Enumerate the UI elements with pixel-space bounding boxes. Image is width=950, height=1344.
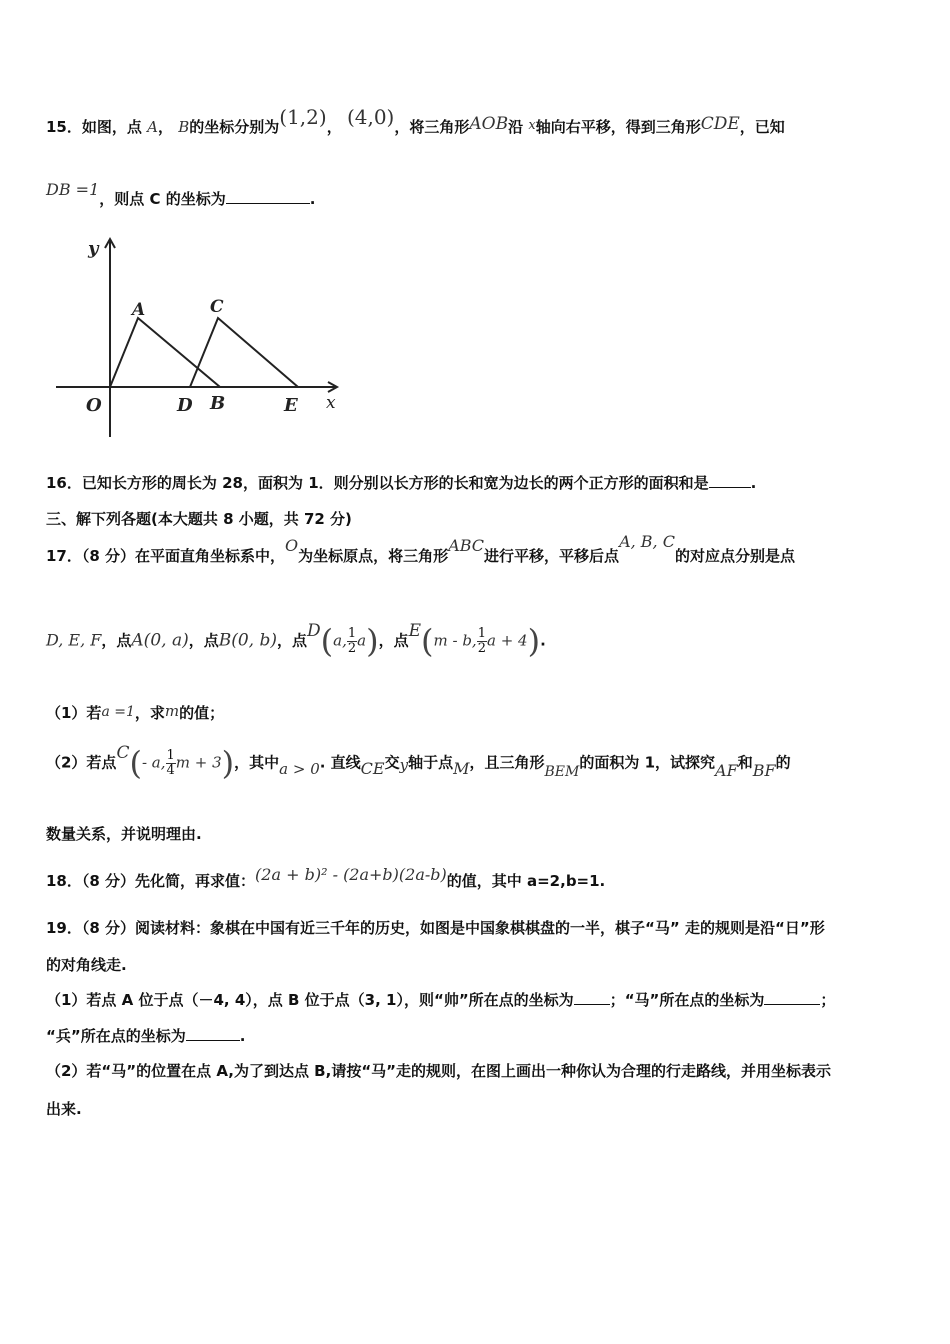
coord-d-y: a [357, 631, 367, 650]
label-b: B [210, 393, 226, 414]
coord-c-label: C [116, 742, 130, 763]
q16: 16．已知长方形的周长为 28，面积为 1．则分别以长方形的长和宽为边长的两个正方形的面积和是 . [46, 474, 757, 492]
q19-part2-cont: 出来. [46, 1100, 82, 1118]
section-3-heading: 三、解下列各题(本大题共 8 小题，共 72 分) [46, 510, 352, 528]
var-m: m [164, 702, 180, 720]
coord-e-y: a + 4 [486, 631, 528, 650]
x-axis-symbol: x [528, 118, 536, 133]
points-def: D, E, F [46, 630, 102, 650]
label-o: O [86, 395, 102, 416]
answer-blank-shuai[interactable] [574, 990, 610, 1005]
coord-4-0: (4,0) [346, 105, 395, 129]
q15-line1: 15．如图，点 A， B的坐标分别为(1,2)， (4,0)，将三角形AOB沿 x轴向右平移，得到三角形CDE，已知 [46, 105, 785, 136]
coord-c-y: m + 3 [175, 753, 222, 772]
point-m: M [453, 758, 470, 778]
answer-blank-ma[interactable] [764, 990, 820, 1005]
label-y: y [88, 238, 99, 259]
q17-part2: （2）若点C(- a, $\frac{1}{4}$ m + 3)，其中a > 0. 直线CE交y轴于点M，且三角形BEM的面积为 1，试探究AF和BF的 [46, 742, 791, 782]
cond-a-gt-0: a > 0 [279, 759, 320, 778]
answer-blank-bing[interactable] [186, 1026, 240, 1041]
points-abc: A, B, C [619, 532, 675, 551]
q17-line1: 17．（8 分）在平面直角坐标系中，O为坐标原点，将三角形ABC进行平移，平移后点A, B, C的对应点分别是点 [46, 532, 795, 565]
segment-bf: BF [752, 760, 776, 780]
q18-expression: (2a + b)² - (2a+b)(2a-b) [255, 865, 447, 884]
coord-e-x: m - b, [433, 631, 477, 650]
label-c: C [210, 297, 224, 317]
fraction-half-e: $\frac{1}{2}$ [477, 625, 486, 656]
label-a: A [132, 300, 146, 320]
coord-1-2: (1,2) [279, 105, 327, 129]
coord-a: A(0, a) [131, 630, 189, 651]
y-axis-symbol: y [399, 755, 409, 774]
coord-c-x: - a, [141, 753, 166, 772]
q17-part1: （1）若a =1，求m的值； [46, 702, 225, 722]
origin-o: O [285, 536, 299, 555]
coord-d-x: a, [333, 631, 347, 650]
coord-b: B(0, b) [218, 630, 277, 651]
label-d: D [177, 395, 193, 416]
triangle-cde: CDE [700, 114, 740, 134]
label-e: E [284, 395, 298, 416]
fraction-quarter-c: $\frac{1}{4}$ [166, 747, 175, 778]
q19-line1: 19．（8 分）阅读材料：象棋在中国有近三千年的历史，如图是中国象棋棋盘的一半，棋子“马” 走的规则是沿“日”形 [46, 919, 825, 937]
segment-af: AF [715, 760, 738, 780]
q17-line2: D, E, F，点A(0, a)，点B(0, b)，点D(a, $\frac{1}{2}$ a)，点E(m - b, $\frac{1}{2}$ a + 4). [46, 620, 546, 660]
q19-line2: 的对角线走. [46, 956, 127, 974]
fraction-half-d: $\frac{1}{2}$ [347, 625, 357, 656]
label-x: x [326, 393, 336, 413]
point-a: A [147, 118, 158, 136]
q19-part1-cont: “兵”所在点的坐标为 . [46, 1027, 246, 1045]
answer-blank-q15[interactable] [226, 189, 310, 204]
line-ce: CE [360, 758, 385, 778]
q18: 18．（8 分）先化简，再求值：(2a + b)² - (2a+b)(2a-b)的值，其中 a=2,b=1. [46, 865, 606, 890]
triangle-abc: ABC [448, 536, 485, 555]
q15-line2: DB =1，则点 C 的坐标为 . [46, 180, 316, 208]
q17-part2-cont: 数量关系，并说明理由. [46, 825, 202, 843]
coord-e-label: E [408, 620, 422, 641]
coord-d-label: D [307, 620, 321, 641]
db-condition: DB =1 [46, 180, 100, 199]
triangle-aob: AOB [469, 114, 509, 134]
point-b: B [178, 118, 190, 136]
cond-a-eq-1: a =1 [101, 704, 135, 720]
answer-blank-q16[interactable] [709, 473, 751, 488]
q19-part1: （1）若点 A 位于点（－4, 4），点 B 位于点（3, 1），则“帅”所在点的坐标为 ；“马”所在点的坐标为 ； [46, 991, 836, 1009]
triangle-bem: BEM [544, 763, 580, 780]
q15-figure [50, 232, 350, 444]
q19-part2: （2）若“马”的位置在点 A,为了到达点 B,请按“马”走的规则，在图上画出一种你认为合理的行走路线，并用坐标表示 [46, 1062, 832, 1080]
